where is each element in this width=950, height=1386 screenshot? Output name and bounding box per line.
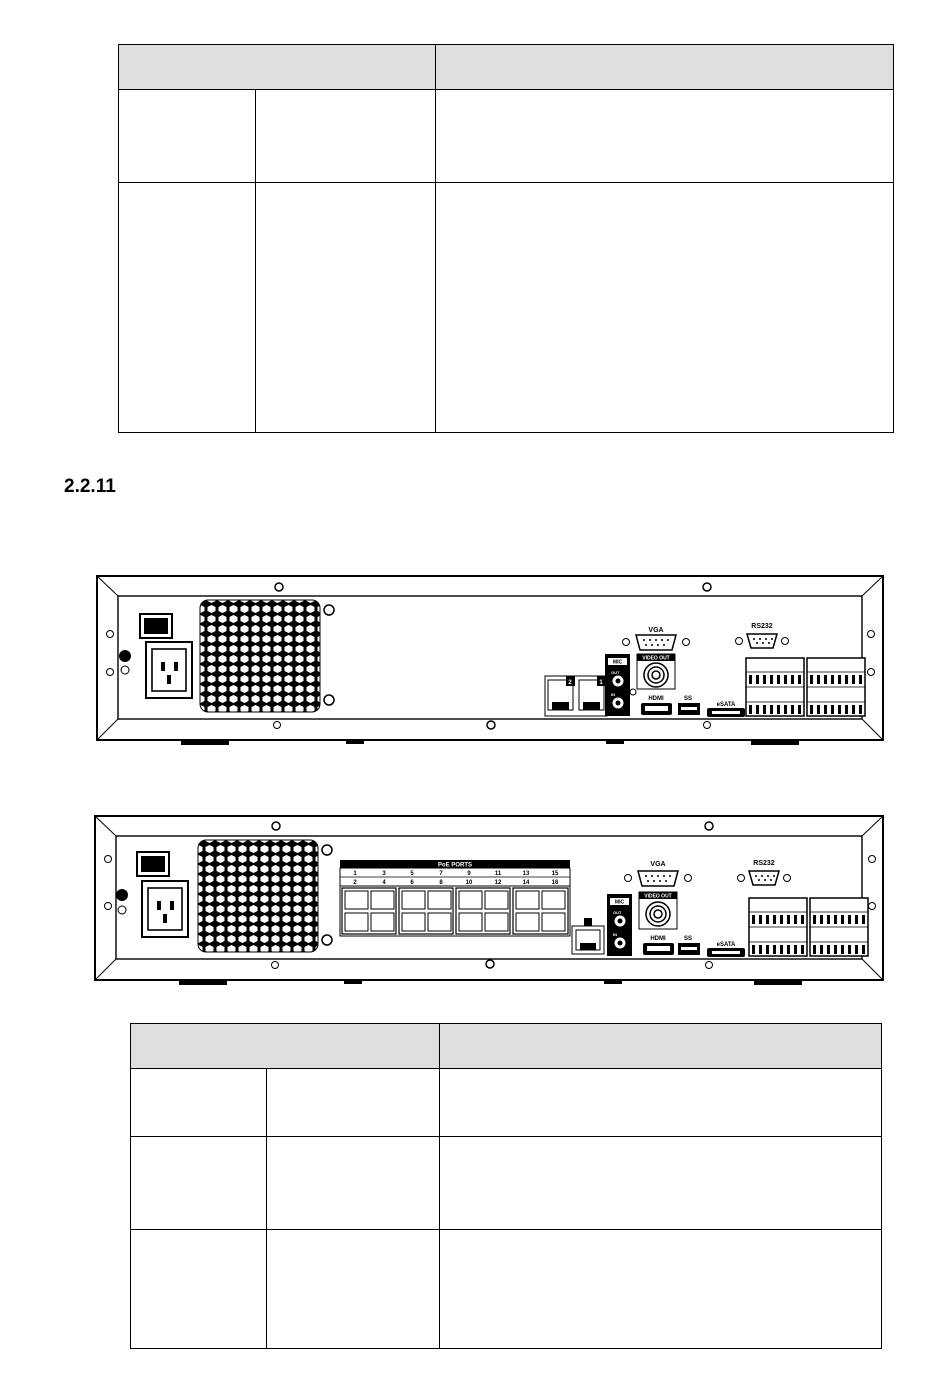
lan-label: 1 [599, 680, 603, 686]
table-row [119, 90, 894, 183]
table-row [131, 1069, 882, 1137]
lan-ports[interactable] [545, 676, 607, 716]
spec-table-top [118, 44, 894, 433]
fan-grille [198, 840, 318, 952]
poe-port-number: 13 [522, 871, 530, 877]
poe-port-number: 10 [465, 880, 473, 886]
bnc-port[interactable] [644, 663, 668, 687]
table-header-row [131, 1024, 882, 1069]
vga-label: VGA [650, 861, 666, 868]
video-out-label: VIDEO OUT [642, 655, 670, 662]
poe-port-number: 14 [522, 880, 530, 886]
power-socket-icon [142, 881, 188, 937]
poe-title: PoE PORTS [437, 862, 473, 869]
out-label: OUT [611, 670, 620, 675]
poe-port-number: 16 [551, 880, 559, 886]
rs232-label: RS232 [751, 623, 773, 630]
in-label: IN [613, 932, 617, 937]
poe-port-number: 5 [410, 871, 414, 877]
vga-label: VGA [648, 627, 664, 634]
table-row [131, 1137, 882, 1230]
poe-port-number: 7 [439, 871, 443, 877]
poe-port-number: 1 [353, 871, 357, 877]
rear-panel-diagram-a [96, 574, 886, 746]
poe-port-number: 15 [551, 871, 559, 877]
spec-table-bottom [130, 1023, 882, 1349]
rs232-label: RS232 [753, 860, 775, 867]
video-out-label: VIDEO OUT [644, 893, 672, 900]
esata-label: eSATA [716, 942, 736, 948]
rear-panel-diagram-b [94, 814, 886, 986]
lan-label: 2 [568, 680, 572, 686]
poe-port-number: 3 [382, 871, 386, 877]
fan-grille [200, 600, 320, 712]
poe-port-number: 8 [439, 880, 443, 886]
table-header-row [119, 45, 894, 90]
esata-label: eSATA [716, 702, 736, 708]
bnc-port[interactable] [646, 902, 670, 926]
poe-port-number: 6 [410, 880, 414, 886]
usb-label: SS [684, 936, 693, 942]
table-row [119, 183, 894, 433]
mic-label: MIC [612, 659, 623, 666]
table-row [131, 1230, 882, 1349]
poe-port-number: 12 [494, 880, 502, 886]
poe-port-number: 4 [382, 880, 386, 886]
section-heading: 2.2.11 [64, 476, 116, 497]
mic-label: MIC [614, 899, 625, 906]
poe-port-number: 9 [467, 871, 471, 877]
power-socket-icon [146, 642, 192, 698]
poe-ports-block[interactable] [340, 860, 570, 936]
out-label: OUT [613, 910, 622, 915]
hdmi-label: HDMI [650, 936, 666, 942]
poe-port-number: 2 [353, 880, 357, 886]
poe-port-number: 11 [494, 871, 502, 877]
in-label: IN [611, 692, 615, 697]
hdmi-label: HDMI [648, 696, 664, 702]
usb-label: SS [684, 696, 693, 702]
